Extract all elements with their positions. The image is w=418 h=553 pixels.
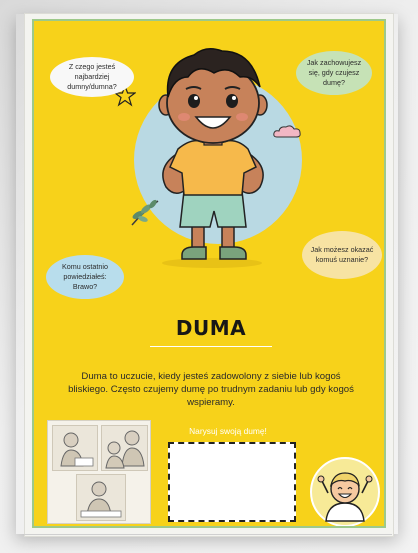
question-bubble-middle-right xyxy=(302,231,382,279)
question-bubble-top-right xyxy=(296,51,372,95)
poster-title: DUMA xyxy=(175,316,247,340)
page-edge xyxy=(24,534,392,535)
cheering-kid-icon xyxy=(312,459,378,525)
photo-adult-child xyxy=(101,425,148,471)
question-text: Jak zachowujesz się, gdy czujesz dumę? xyxy=(306,58,362,87)
family-sketch-icon xyxy=(102,426,147,470)
photo-child-writing xyxy=(76,474,126,521)
title-divider xyxy=(150,346,272,347)
emotion-poster xyxy=(32,19,386,528)
question-bubble-middle-left xyxy=(46,255,124,299)
poster-description: Duma to uczucie, kiedy jesteś zadowolony z siebie lub kogoś bliskiego. Często czujemy dumę po trudnym zadaniu lub gdy kogoś wspieramy. xyxy=(68,371,354,409)
proud-boy-illustration xyxy=(144,41,284,271)
question-bubble-top-left xyxy=(50,57,134,97)
question-text: Z czego jesteś najbardziej dumny/dumna? xyxy=(67,62,117,91)
photo-collage xyxy=(47,420,151,524)
writing-sketch-icon xyxy=(77,475,125,520)
question-text: Jak możesz okazać komuś uznanie? xyxy=(310,245,374,264)
child-sketch-icon xyxy=(53,426,97,470)
photo-child-drawing xyxy=(52,425,98,471)
draw-prompt: Narysuj swoją dumę! xyxy=(189,426,267,436)
happy-kid-badge xyxy=(310,457,380,527)
question-text: Komu ostatnio powiedziałeś: Brawo? xyxy=(62,262,108,291)
drawing-area[interactable] xyxy=(168,442,296,522)
